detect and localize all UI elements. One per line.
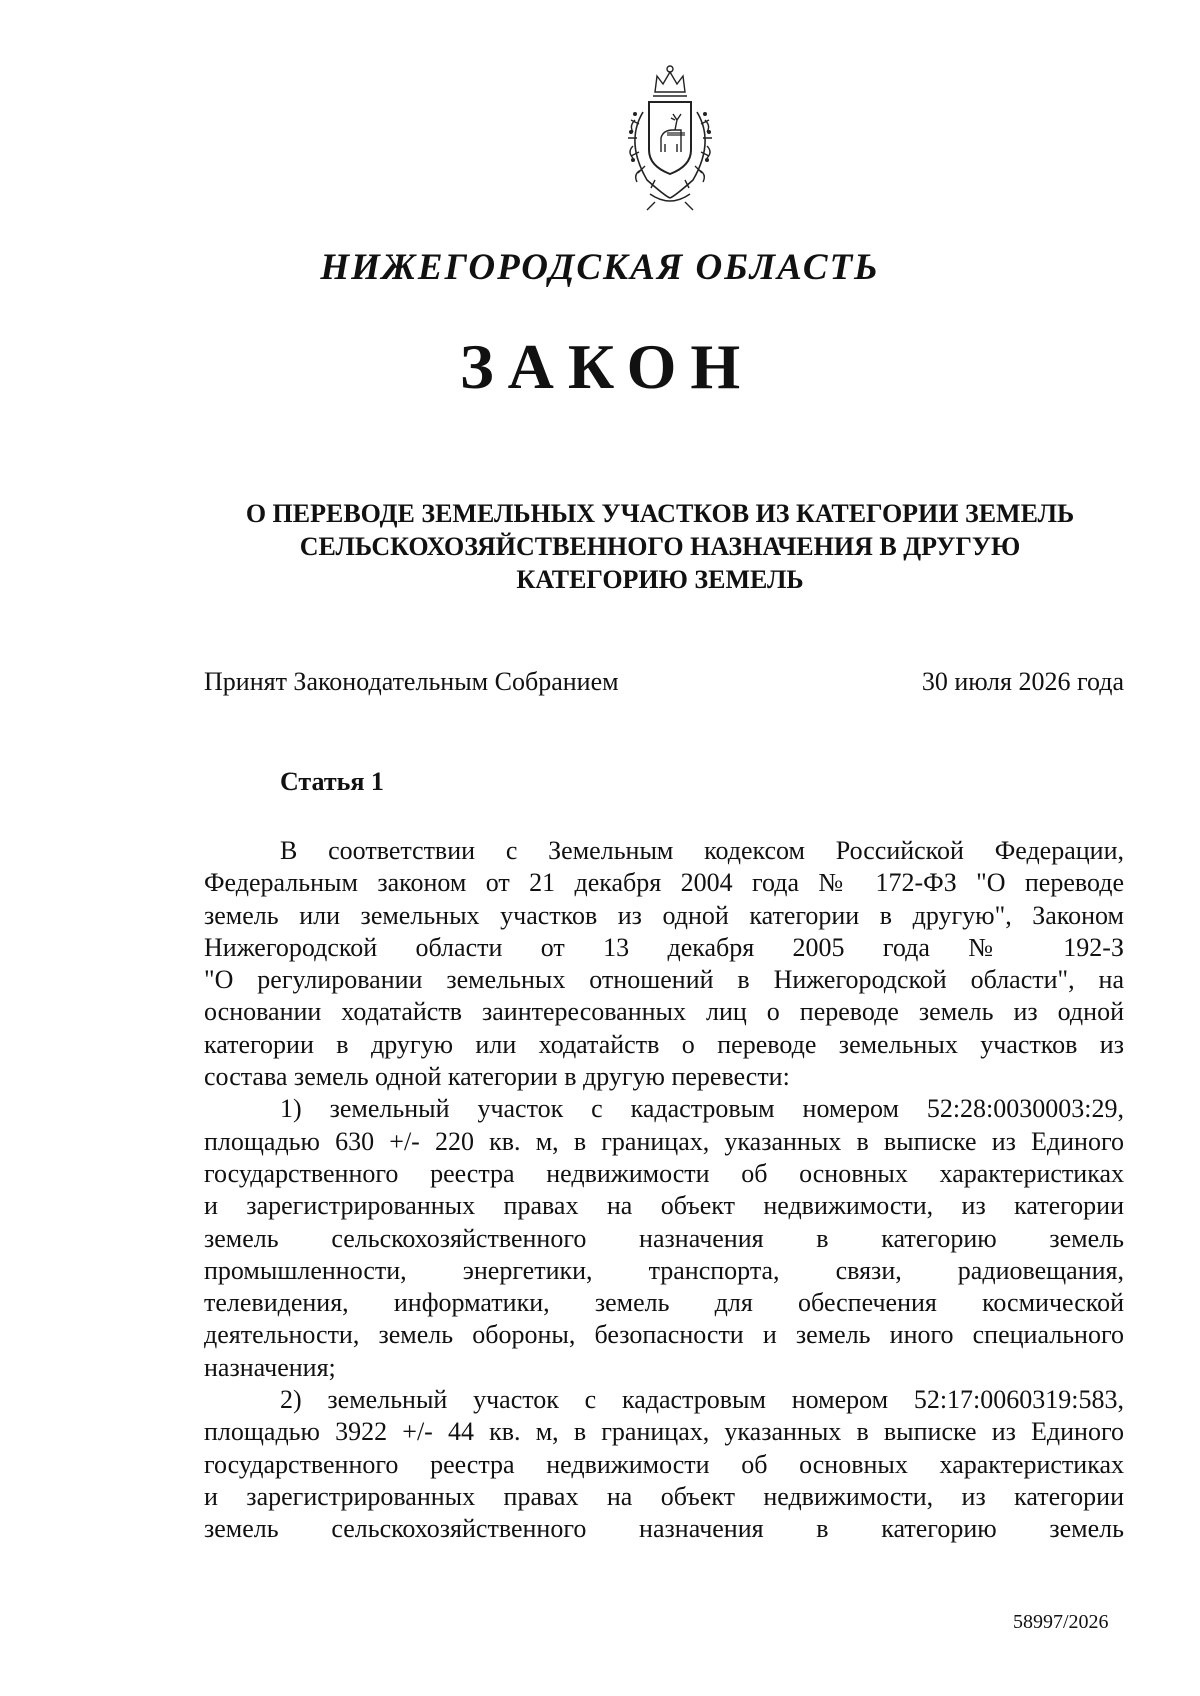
- text-line: 1) земельный участок с кадастровым номером 52:28:0030003:29,: [280, 1094, 1124, 1124]
- text-line: деятельности, земель обороны, безопасности и земель иного специального: [204, 1320, 1124, 1350]
- document-number: 58997/2026: [1013, 1611, 1109, 1633]
- text-line: и зарегистрированных правах на объект недвижимости, из категории: [204, 1481, 1124, 1511]
- text-line: Федеральным законом от 21 декабря 2004 года № 172-ФЗ "О переводе: [204, 868, 1124, 898]
- text-line: государственного реестра недвижимости об основных характеристиках: [204, 1449, 1124, 1479]
- text-line: телевидения, информатики, земель для обеспечения космической: [204, 1288, 1124, 1318]
- law-title: [200, 497, 1120, 596]
- text-line: земель или земельных участков из одной категории в другую", Законом: [204, 900, 1124, 930]
- adoption-date: 30 июля 2026 года: [921, 667, 1124, 696]
- law-title-line: СЕЛЬСКОХОЗЯЙСТВЕННОГО НАЗНАЧЕНИЯ В ДРУГУЮ: [299, 532, 1021, 561]
- document-type: ЗАКОН: [459, 331, 755, 402]
- text-line: земель сельскохозяйственного назначения в категорию земель: [204, 1514, 1124, 1544]
- law-title-line: О ПЕРЕВОДЕ ЗЕМЕЛЬНЫХ УЧАСТКОВ ИЗ КАТЕГОРИИ ЗЕМЕЛЬ: [245, 499, 1075, 528]
- text-line: состава земель одной категории в другую перевести:: [204, 1062, 790, 1092]
- text-line: промышленности, энергетики, транспорта, связи, радиовещания,: [204, 1255, 1124, 1285]
- text-line: "О регулировании земельных отношений в Нижегородской области", на: [204, 965, 1124, 995]
- text-line: 2) земельный участок с кадастровым номером 52:17:0060319:583,: [280, 1385, 1124, 1415]
- text-line: земель сельскохозяйственного назначения в категорию земель: [204, 1223, 1124, 1253]
- text-line: площадью 630 +/- 220 кв. м, в границах, указанных в выписке из Единого: [204, 1126, 1124, 1156]
- text-line: основании ходатайств заинтересованных лиц о переводе земель из одной: [204, 997, 1124, 1027]
- text-line: Нижегородской области от 13 декабря 2005 года № 192-З: [204, 932, 1124, 962]
- text-line: назначения;: [204, 1352, 336, 1382]
- article-body: [204, 835, 1124, 1546]
- adoption-line: [204, 667, 1124, 697]
- law-title-line: КАТЕГОРИЮ ЗЕМЕЛЬ: [516, 565, 804, 594]
- adopting-body: Принят Законодательным Собранием: [204, 667, 619, 696]
- text-line: В соответствии с Земельным кодексом Российской Федерации,: [280, 836, 1124, 865]
- article-heading: Статья 1: [280, 767, 384, 796]
- text-line: и зарегистрированных правах на объект недвижимости, из категории: [204, 1191, 1124, 1221]
- text-line: государственного реестра недвижимости об основных характеристиках: [204, 1158, 1124, 1188]
- text-line: площадью 3922 +/- 44 кв. м, в границах, указанных в выписке из Единого: [204, 1417, 1124, 1447]
- coat-of-arms-icon: [595, 62, 745, 212]
- region-name: НИЖЕГОРОДСКАЯ ОБЛАСТЬ: [320, 247, 880, 288]
- text-line: категории в другую или ходатайств о переводе земельных участков из: [204, 1029, 1124, 1059]
